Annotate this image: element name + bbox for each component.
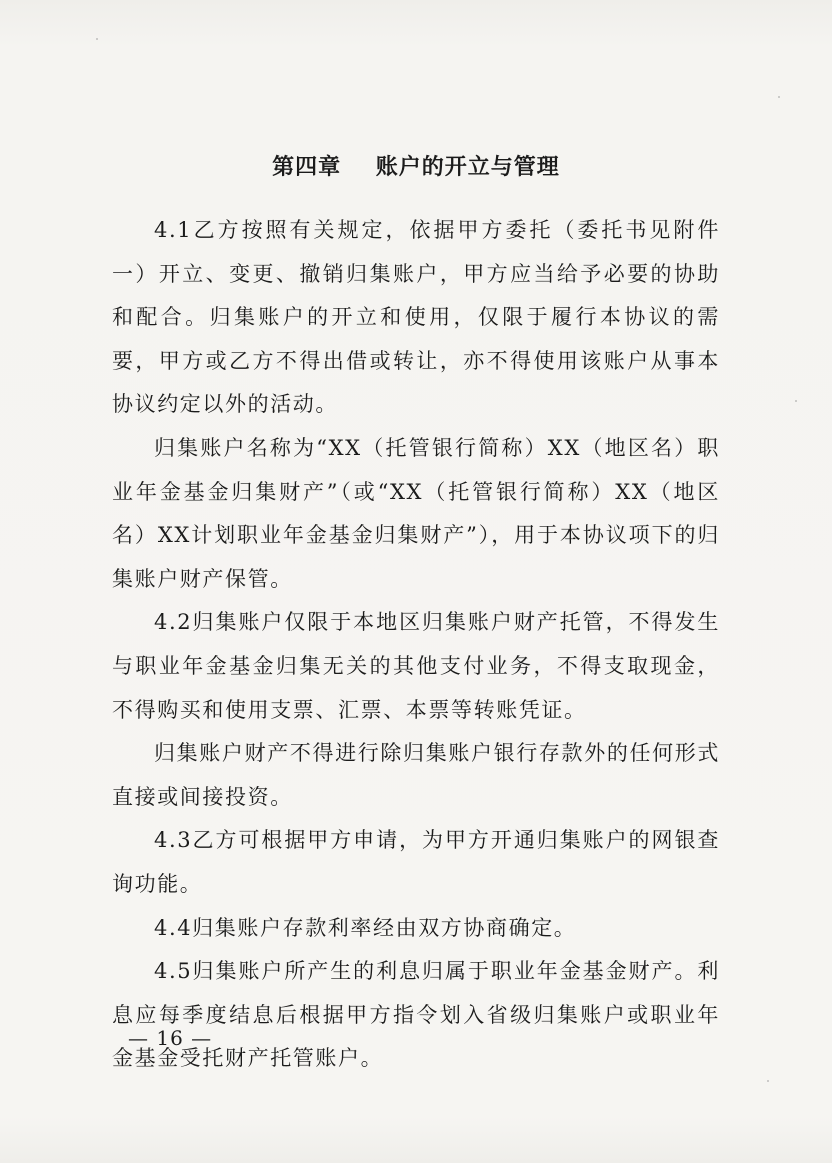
paragraph-4-5: 4.5归集账户所产生的利息归属于职业年金基金财产。利息应每季度结息后根据甲方指令划入省级归集账户或职业年金基金受托财产托管账户。 <box>112 959 720 1071</box>
paragraph-4-3: 4.3乙方可根据甲方申请，为甲方开通归集账户的网银查询功能。 <box>112 828 720 896</box>
document-body <box>112 209 720 1081</box>
paragraph-4-4: 4.4归集账户存款利率经由双方协商确定。 <box>154 915 577 940</box>
paragraph-4-1: 4.1乙方按照有关规定，依据甲方委托（委托书见附件一）开立、变更、撤销归集账户，甲方应当给予必要的协助和配合。归集账户的开立和使用，仅限于履行本协议的需要，甲方或乙方不得出借或转让，亦不得使用该账户从事本协议约定以外的活动。 <box>112 218 720 417</box>
chapter-title: 第四章 账户的开立与管理 <box>272 154 560 180</box>
paragraph-4-2: 4.2归集账户仅限于本地区归集账户财产托管，不得发生与职业年金基金归集无关的其他支付业务，不得支取现金，不得购买和使用支票、汇票、本票等转账凭证。 <box>112 610 720 722</box>
scan-speck <box>778 96 780 98</box>
scan-speck <box>795 400 797 402</box>
paragraph-investment-restriction: 归集账户财产不得进行除归集账户银行存款外的任何形式直接或间接投资。 <box>112 741 720 809</box>
paragraph-account-name: 归集账户名称为“XX（托管银行简称）XX（地区名）职业年金基金归集财产”（或“XX（托管银行简称）XX（地区名）XX计划职业年金基金归集财产”），用于本协议项下的归集账户财产保管。 <box>112 435 720 591</box>
page-number: — 16 — <box>128 1026 213 1050</box>
scan-speck <box>96 38 98 40</box>
scan-speck <box>767 1080 769 1082</box>
